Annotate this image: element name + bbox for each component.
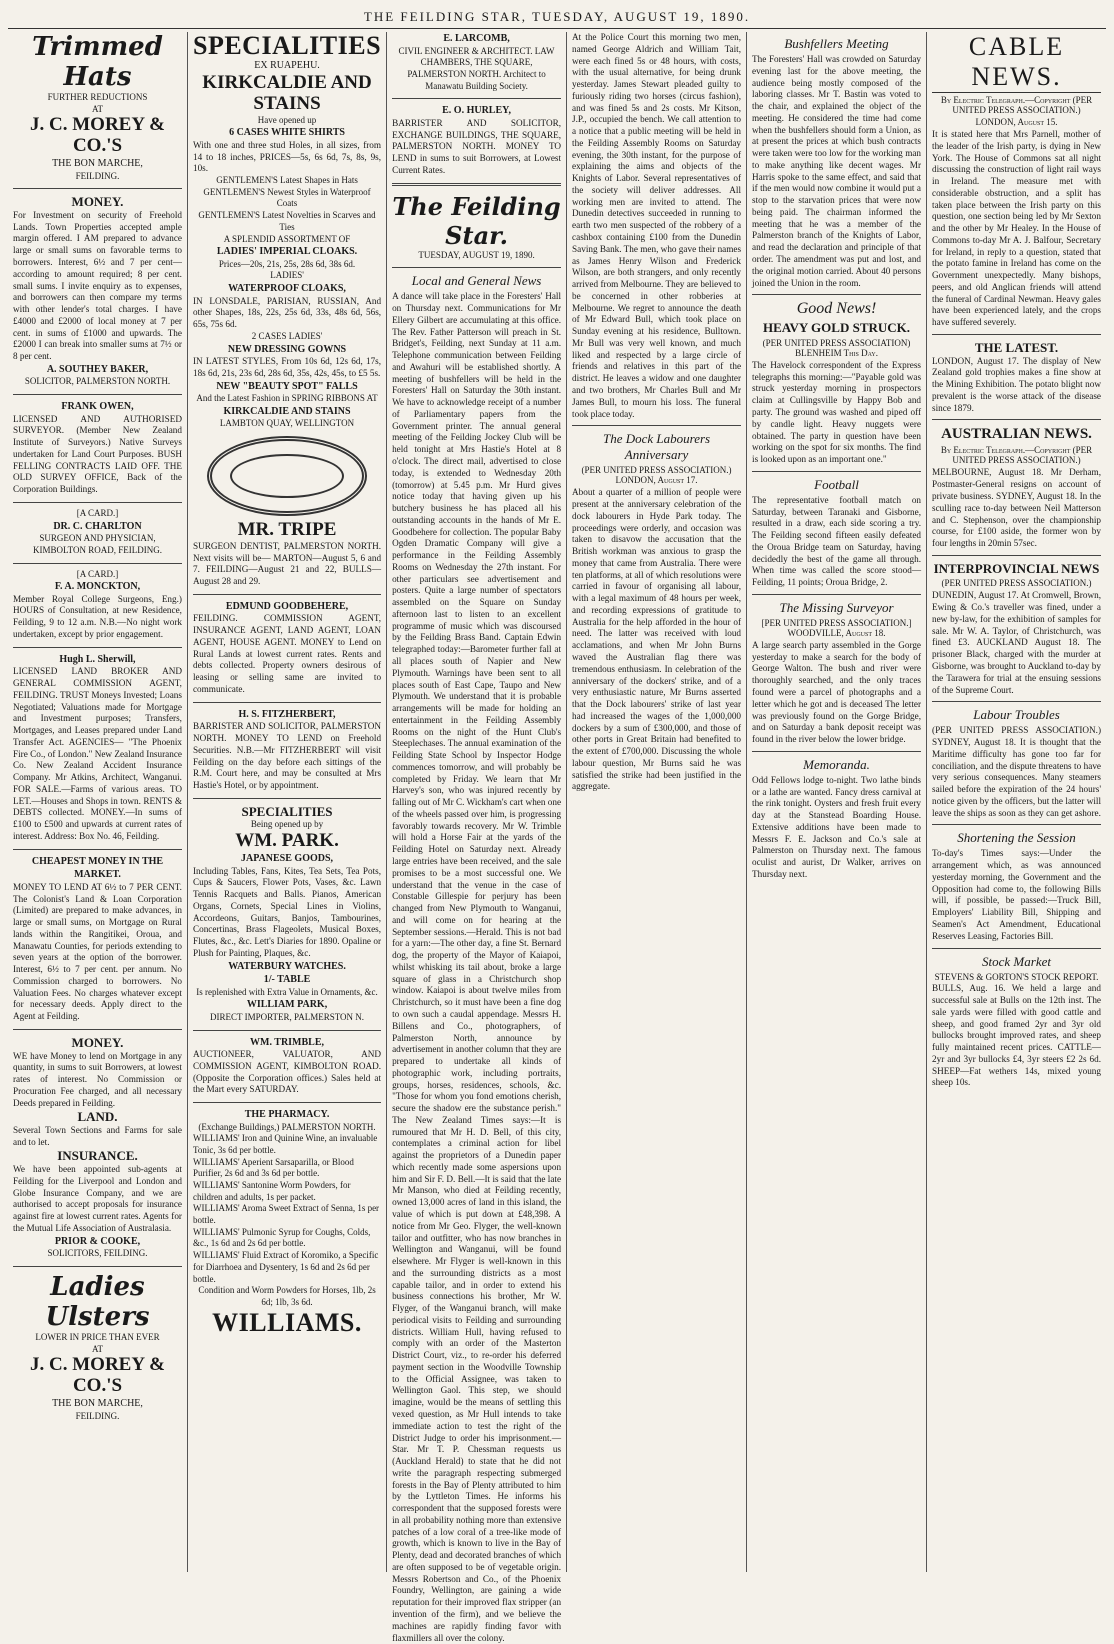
trimmed-hats-ad (13, 32, 182, 182)
article-body: About a quarter of a million of people were present at the anniversary celebration of the dock labourers in Hyde Park today. The proceedings were orderly, and occasion was taken to disavow the accusation that the British workman was anxious to grasp the money that came from Australia. There were ten platforms, at all of which resolutions were carried in favour of organising all labour, with a legal maximum of 48 hours per week, and recording expressions of gratitude to Australia for the help afforded in the hour of need. The latter was received with loud acclamations, and when Mr John Burns waved the Australian flag there was tremendous enthusiasm. In celebration of the anniversary of the dockers' strike, and of a very enthusiastic nature, Mr Burns asserted that the Dock labourers' strike of last year had increased the wages of the 1,000,000 dockers by a sum of £300,000, and those of other ports in Great Britain had benefited to the extent of £700,000. Discussing the whole labour question, Mr Burns said he was satisfied the strike had been justified in the aggregate. (572, 487, 742, 792)
ad-store-name: WM. PARK. (235, 830, 339, 852)
ad-headline: SPECIALITIES (192, 31, 382, 60)
decorative-oval-emblem (207, 436, 367, 516)
article-body: BULLS, Aug. 16. We held a large and successful sale at Bulls on the 12th inst. The sale yards were filled with good cattle and sheep, and good framed 2yr and 3yr old bullocks brought improved rates, and sheep fully maintained recent prices. CATTLE—2yr and 3yr bullocks £4, 3yr steers £2 2s 6d. SHEEP—Fat wethers 14s, mixed young sheep 10s. (932, 983, 1101, 1088)
ad-town: FEILDING. (75, 170, 120, 181)
list-item: WILLIAMS' Santonine Worm Powders, for children and adults, 1s per packet. (192, 1180, 351, 1202)
column-4 (567, 32, 747, 1572)
ad-name: F. A. MONCKTON, (54, 581, 141, 593)
oval-inner-ring (230, 454, 344, 498)
columns (8, 31, 1106, 1643)
ad-store-name: J. C. MOREY & CO.'S (30, 114, 165, 157)
ad-name: WM. TRIMBLE, (250, 1036, 325, 1048)
section-heading: Local and General News (411, 273, 542, 289)
ad-store-sub: THE BON MARCHE, (52, 1398, 143, 1409)
ad-subtitle: FURTHER REDUCTIONS (47, 92, 148, 102)
ad-body: WE have Money to lend on Mortgage in any quantity, in sums to suit Borrowers, at lowest rates of interest. No Commission or Procuration Fee charged, and all necessary Deeds prepared in Feilding. (13, 1050, 182, 1108)
masthead-dateline: THE FEILDING STAR, TUESDAY, AUGUST 19, 1890. (363, 9, 751, 24)
charlton-card (13, 508, 182, 557)
prior-cooke-ad (13, 1035, 182, 1260)
ad-body: Member Royal College Surgeons, Eng.) HOURS of Consultation, at new Residence, Feilding, 9 to 12 a.m. N.B.—No night work undertaken, except by prior engagement. (13, 593, 182, 639)
ad-body: IN LATEST STYLES, From 10s 6d, 12s 6d, 17s, 18s 6d, 21s, 23s 6d, 28s 6d, 35s, 42s, 45s, to £5 5s. (192, 356, 382, 378)
ad-body: For Investment on security of Freehold Lands. Town Properties accepted ample margin offered. I AM prepared to advance large or small sums on favorable terms to borrowers. Interest, 6½ and 7 per cent—according to amount required; 8 per cent. small sums. I invite enquiry as to expenses, and borrowers can then compare my terms with other lender's total charges. I have £4000 and £2000 of local money at 7 per cent. in sums of £1000 and upwards. The £2000 I can break into smaller sums at 7½ or 8 per cent. (13, 209, 182, 362)
cheapest-money-ad (13, 855, 182, 1023)
ad-body: Is replenished with Extra Value in Ornaments, &c. (196, 986, 378, 997)
ad-body: And the Latest Fashion in SPRING RIBBONS AT (196, 393, 378, 404)
ad-body: LICENSED LAND BROKER AND GENERAL COMMISSION AGENT, FEILDING. TRUST Moneys Invested; Loans Negotiated; Valuations made for Mortgage and Investment purposes; Transfers, Mortgages, and Leases prepared under Land Transfer Act. AGENCIES— "The Phoenix Fire Co., of London." New Zealand Insurance Co. New Zealand Accident Insurance Company. Mr Atkins, Architect, Wanganui. FOR SALE.—Farms of various areas. TO LET.—Houses and Shops in town. RENTS & DEBTS collected. MONEY.—In sums of £100 to £500 and upwards at current rates of interest. Address: Box No. 46, Feilding. (13, 666, 182, 841)
ad-store-sub: THE BON MARCHE, (52, 158, 143, 170)
article-body: The Foresters' Hall was crowded on Saturday evening last for the above meeting, the audience being mostly composed of the laboring classes. Mr T. Bastin was voted to the chair, and explained the object of the meeting. He considered the time had come when the bushfellers should form a Union, as at present the prices at which bush contracts were taken were too low for the working man to make anything like decent wages. Mr Harris spoke to the same effect, and said that if the men would now combine it would put a stop to the starvation prices that were now being paid. The chairman informed the meeting that he was a member of the Palmerston branch of the Knights of Labor, and read the declaration and principle of that order. The amendment was put and lost, and the original motion carried. About 40 persons joined the Union in the room. (752, 54, 922, 288)
ad-item: GENTLEMEN'S Latest Shapes in Hats (216, 175, 358, 186)
article-dateline: LONDON, August 15. (975, 117, 1058, 127)
article-dateline: (PER UNITED PRESS ASSOCIATION) BLENHEIM This Day. (762, 337, 911, 358)
article-body: At the Police Court this morning two men, named George Aldrich and William Tait, were each fined 5s or 48 hours, with costs, with the usual alternative, for being drunk yesterday. James Stewart pleaded guilty to furiously riding two horses (circus fashion), and was fined 5s and 2s costs. Mr Kitson, J.P., occupied the bench. We call attention to a notice that a public meeting will be held in the Feilding Assembly Rooms on Saturday evening, the 30th instant, for the purpose of explaining the aims and objects of the Knights of Labor. Several representatives of the society will deliver addresses. All working men are invited to attend. The Dunedin detectives succeeded in running to earth two men suspected of the robbery of a cashbox containing £100 from the Dunedin Saving Bank. The men, who gave their names as James Henry Wilson and Frederick Wilson, are both strangers, and only recently arrived from Melbourne. They are believed to be concerned in other robberies at Melbourne. We regret to announce the death of Mr Edward Bull, which took place on Sunday evening at his residence, Bulltown. Mr Bull was very well known, and much liked and respected by a large circle of friends and relatives in this part of the district. He leaves a widow and one daughter and two brothers, Mr Charles Bull and Mr James Bull, to mourn his loss. The funeral took place today. (572, 32, 742, 419)
column-5 (747, 32, 927, 1572)
article-body: DUNEDIN, August 17. At Cromwell, Brown, Ewing & Co.'s traveller was fined, under a new by-law, for the exhibition of samples for sale. Mr W. A. Taylor, of Christchurch, was fined £3. AUCKLAND August 18. The prisoner Black, charged with the murder at Gisborne, was brought to Auckland to-day by the Tarawera for trial at the ensuing sessions of the Supreme Court. (932, 590, 1101, 695)
article-heading: Memoranda. (803, 756, 870, 772)
money-ad (13, 194, 182, 388)
column-1 (8, 32, 188, 1572)
ad-name: MR. TRIPE (237, 518, 337, 540)
hurley-ad (392, 104, 561, 176)
ad-item: GENTLEMEN'S Latest Novelties in Scarves and Ties (198, 210, 376, 232)
ad-name: A. SOUTHEY BAKER, (46, 363, 149, 375)
article-dateline: By Electric Telegraph.—Copyright (PER UNITED PRESS ASSOCIATION.) (940, 95, 1093, 115)
ad-store-name: J. C. MOREY & CO.'S (30, 1354, 165, 1397)
article-body: The representative football match on Saturday, between Taranaki and Gisborne, resulted in a draw, each side scoring a try. The Feilding second fifteen easily defeated the Oroua Bridge team on Saturday, having decidedly the best of the game all through. When time was called the score stood—Feilding, 11 points; Oroua Bridge, 2. (752, 494, 922, 588)
article-body: A dance will take place in the Foresters' Hall on Thursday next. Communications for Mr Ellery Gilbert are accumulating at this office. The Rev. Father Patterson will preach in St. Bridget's, Feilding, next Sunday at 11 a.m. Telephone communication between Feilding and Awahuri will be established shortly. A meeting of bushfellers will be held in the Foresters' Hall on Saturday the 30th instant. We have to acknowledge receipt of a number of Parliamentary papers from the Government printer. The annual general meeting of the Feilding Jockey Club will be held tonight at Mrs Hastie's Hotel at 8 o'clock. The direct mail, advertised to close today, is extended to Wednesday 20th (tomorrow) at 5.45 p.m. Mr Hurd gives notice today that having given up his butchery business he has placed all his outstanding accounts in the hands of Mr E. Goodbehere for collection. The popular Baby Ogden Dramatic Company will give a performance in the Feilding Assembly Rooms on Wednesday the 27th instant. For other particulars see advertisement and posters. Quite a large number of spectators assembled on the Square on Sunday afternoon last to listen to an excellent programme of music which was discoursed by the Feilding Brass Band. Captain Edwin telegraphed today:—Barometer further fall at all places south of Napier and New Plymouth. Warnings have been sent to all places south of East Cape, Taupo and New Plymouth. We understand that it is probable arrangements will be made for holding an entertainment in the Feilding Assembly Rooms on the night of the Hunt Club's Steeplechases. The annual examination of the Feilding State School by Inspector Hodge commences tomorrow, and will probably be completed by Friday. We learn that Mr Harvey's son, who was injured recently by falling out of Mr C. Wickham's cart when one of the wheels passed over him, is progressing favorably towards recovery. Mr W. Trimble will hold a Horse Fair at the yards of the Feilding Hotel on Saturday next. Already large entries have been received, and the sale promises to be a most successful one. We understand that the venue in the case of Constable Gillespie for perjury has been changed from New Plymouth to Wanganui, and will come on for hearing at the September sessions.—Herald. This is not bad for a yarn:—The other day, a fine St. Bernard dog, the property of the Mayor of Kaiapoi, whilst whisking its tail about, broke a large square of glass in a Christchurch shop window. Kaiapoi is about twelve miles from Christchurch, so it must have been a fine dog to own such a caudal appendage. Messrs H. Billens and Co., photographers, of Palmerston North, announce by advertisement in another column that they are prepared to undertake all kinds of photographic work, including portraits, groups, horses, residences, schools, &c. "Those for whom you fond emotions cherish, secure the shadow ere the substance perish." The New Zealand Times says:—It is rumoured that Mr H. D. Bell, of this city, contemplates a criminal action for libel against the proprietors of a Dunedin paper which recently made some aspersions upon him and Sir F. D. Bell.—It is said that the late Mr Manson, who died at Feilding recently, owned 13,000 acres of land in this island, the value of which is put down at £48,398. A notice from Mr Geo. Flyger, the well-known tailor and outfitter, who has now branches in Wellington and Wanganui, will be found elsewhere. Mr Flyger is well-known in this and the surrounding districts as a most capable tailor, and in order to extend his business connections his brother, Mr W. Flyger, of the Wanganui branch, will make periodical visits to Feilding and surrounding districts. William Hull, having refused to comply with an order of the Masterton District Court, viz., to re-order his deferred payment section in the Woodville Township to the Official Assignee, was taken to Wellington Gaol. This step, we should imagine, would be the means of settling this vexed question, as Mr Hull intends to take immediate action to test the right of the District Judge to order his imprisonment.—Star. Mr T. P. Chessman requests us (Auckland Herald) to state that he did not write the paragraph respecting submerged forests in the Bay of Plenty attributed to him by the Lyttleton Times. He informs his correspondent that the supposed forests were in all probability nothing more than extensive patches of a low coral of a tree-like mode of growth, which is known to live in the Bay of Plenty, dead and decorated branches of which are often supposed to be of vegetable origin. Messrs Robertson and Co., of the Phoenix Foundry, Wellington, are gaining a wide reputation for their improved flax stripper (an invention of the firm), and we believe the machines are rapidly finding favor with flaxmillers all over the colony. (392, 291, 562, 1643)
ad-body: With one and three stud Holes, in all sizes, from 14 to 18 inches, PRICES—5s, 6s 6d, 7s, 8s, 9s, 10s. (192, 139, 382, 174)
article-heading: The Dock Labourers Anniversary (602, 431, 711, 463)
ad-body: LICENSED AND AUTHORISED SURVEYOR. (Member New Zealand Institute of Surveyors.) Native Surveys undertaken for Land Court Purposes. BUSH FELLING CONTRACTS LAID OFF. THE OLD SURVEY OFFICE, Back of the Corporation Buildings. (13, 413, 182, 495)
ad-subtitle: LOWER IN PRICE THAN EVER (35, 1331, 160, 1342)
ad-item: NEW "BEAUTY SPOT" FALLS (216, 380, 358, 392)
ad-name: WILLIAM PARK, (246, 999, 328, 1011)
ad-headline: MONEY. (71, 194, 124, 210)
ad-name: DR. C. CHARLTON (53, 520, 142, 532)
ladies-ulsters-ad (13, 1272, 182, 1422)
trimble-ad (193, 1036, 381, 1097)
ad-sub: Being opened up by (250, 819, 324, 830)
ad-headline: SPECIALITIES (241, 803, 333, 819)
ad-body: IN LONSDALE, PARISIAN, RUSSIAN, And other Shapes, 18s, 22s, 25s 6d, 33s, 48s 6d, 56s, 65s, 75s 6d. (192, 295, 382, 330)
ad-headline: LAND. (77, 1109, 118, 1125)
article-body: MELBOURNE, August 18. Mr Derham, Postmaster-General resigns on account of private business. SYDNEY, August 18. In the sculling race to-day between Neil Matterson and C. Stephenson, over the championship course, for £100 aside, the former won by four lengths in 20min 57sec. (932, 467, 1101, 549)
article-dateline: [PER UNITED PRESS ASSOCIATION.] WOODVILLE, August 18. (761, 617, 912, 638)
ad-sub: LAMBTON QUAY, WELLINGTON (219, 418, 355, 429)
column-6 (927, 32, 1106, 1572)
article-dateline: (PER UNITED PRESS ASSOCIATION.) (941, 578, 1092, 589)
ad-store-name: WILLIAMS. (212, 1307, 362, 1337)
article-body: The Havelock correspondent of the Express telegraphs this morning:—"Payable gold was struck yesterday morning in prospectors claim at Cullingsville by Happy Bob and party. The ground was washed and piped off by candle light. Heavy nuggets were obtained. The party in question have been working on the spot for six months. The find is looked upon as an important one." (752, 359, 922, 465)
ad-headline: Ladies Ulsters (45, 1271, 150, 1332)
ad-headline: INSURANCE. (57, 1148, 138, 1164)
article-heading: Bushfellers Meeting (784, 36, 889, 51)
star-masthead (392, 192, 561, 262)
list-item: WILLIAMS' Aroma Sweet Extract of Senna, 1s per bottle. (192, 1203, 380, 1226)
surveyor-ad (13, 400, 182, 496)
article-heading: Labour Troubles (973, 707, 1060, 723)
specialities-ad (193, 32, 381, 430)
fitzherbert-ad (193, 708, 381, 792)
ad-item: LADIES' IMPERIAL CLOAKS. (216, 246, 358, 258)
article-body: LONDON, August 17. The display of New Zealand gold trophies makes a fine show at the Mining Exhibition. The potato blight now prevalent is the worse attack of the disease since 1879. (932, 355, 1101, 413)
article-heading: INTERPROVINCIAL NEWS (933, 560, 1100, 576)
article-dateline: (PER UNITED PRESS ASSOCIATION.) LONDON, August 17. (581, 465, 732, 486)
article-dateline: By Electric Telegraph.—Copyright (PER UNITED PRESS ASSOCIATION.) (940, 445, 1093, 466)
ad-name: FRANK OWEN, (61, 401, 134, 413)
ad-name: Hugh L. Sherwill, (59, 653, 136, 665)
ad-body: We have been appointed sub-agents at Feilding for the Liverpool and London and Globe Insurance Company, and we are authorised to accept proposals for insurance against fire at lowest current rates. Agents for the Mutual Life Association of Australasia. (13, 1164, 182, 1233)
ad-at: AT (91, 103, 103, 114)
ad-body: SURGEON AND PHYSICIAN, KIMBOLTON ROAD, FEILDING. (32, 533, 162, 555)
ad-item: WATERPROOF CLOAKS, (228, 283, 346, 295)
article-subheading: HEAVY GOLD STRUCK. (763, 320, 911, 336)
pharmacy-ad (193, 1108, 381, 1336)
list-item: WILLIAMS' Iron and Quinine Wine, an invaluable Tonic, 3s 6d per bottle. (192, 1133, 378, 1155)
ad-name: E. O. HURLEY, (442, 105, 511, 117)
ad-sub: (Exchange Buildings,) PALMERSTON NORTH. (198, 1121, 376, 1132)
ad-sub: DIRECT IMPORTER, PALMERSTON N. (209, 1011, 365, 1022)
masthead (8, 6, 1106, 29)
ad-footnote: Condition and Worm Powders for Horses, 1lb, 2s 6d; 1lb, 3s 6d. (198, 1285, 376, 1307)
ad-body: BARRISTER AND SOLICITOR, EXCHANGE BUILDINGS, THE SQUARE, PALMERSTON NORTH. MONEY TO LEND in sums to suit Borrowers, at Lowest Current Rates. (392, 117, 562, 175)
larcomb-ad (392, 32, 561, 92)
paper-date: TUESDAY, AUGUST 19, 1890. (418, 249, 535, 260)
monckton-card (13, 569, 182, 641)
ad-sub: SOLICITORS, FEILDING. (47, 1248, 148, 1259)
ad-item: 1/- TABLE (263, 974, 311, 986)
article-heading: Stock Market (982, 953, 1051, 969)
article-body: To-day's Times says:—Under the arrangement which, as was announced yesterday morning, the Government and the Opposition had come to, the following Bills will, if possible, be passed:—Truck Bill, Employers' Liability Bill, Shipping and Seamen's Act Amendment, Educational Reserves Leasing, Factories Bill. (932, 848, 1101, 941)
ad-name: EDMUND GOODBEHERE, (225, 600, 349, 612)
ad-body: Including Tables, Fans, Kites, Tea Sets, Tea Pots, Cups & Saucers, Flower Pots, Vases, &c. Lawn Tennis Racquets and Balls. Pianos, American Organs, Cornets, Special Lines in Violins, Accordeons, Guitars, Banjos, Tambourines, Concertinas, Brass Flageolets, Musical Boxes, Flutes, &c., &c. Lett's Diaries for 1890. Opaline or Plush for Painting, Plaques, &c. (192, 865, 382, 958)
article-body: It is stated here that Mrs Parnell, mother of the leader of the Irish party, is dying in New York. The House of Commons sat all night discussing the construction of light rail ways in Ireland. The measure met with considerable obstruction, and a split has taken place between the Irish party on this question, one section being led by Mr Sexton and the other by Mr Healey. In the House of Commons to-day Mr A. J. Balfour, Secretary for Ireland, in reply to a question, stated that the potato famine in Ireland has come on the Government unexpectedly. Many bishops, peers, and old Anglican friends will attend the funeral of Cardinal Newman. Heavy gales have been experienced lately, and the crops have suffered severely. (932, 129, 1101, 328)
ad-store-name: KIRKCALDIE AND STAINS (202, 71, 372, 114)
ad-body: CIVIL ENGINEER & ARCHITECT. LAW CHAMBERS, THE SQUARE, PALMERSTON NORTH. Architect to Manawatu Building Society. (398, 45, 555, 91)
ad-headline: THE PHARMACY. (244, 1109, 330, 1121)
article-subheading: STEVENS & GORTON'S STOCK REPORT. (934, 971, 1099, 982)
paper-title: The Feilding Star. (392, 191, 561, 250)
ad-body: Several Town Sections and Farms for sale and to let. (13, 1124, 182, 1147)
card-label: [A CARD.] (76, 507, 119, 518)
column-3 (387, 32, 567, 1643)
ad-name: H. S. FITZHERBERT, (238, 708, 336, 720)
section-heading: CABLE NEWS. (932, 32, 1101, 93)
ad-body: Prices—20s, 21s, 25s, 28s 6d, 38s 6d. (218, 258, 356, 269)
park-ad (193, 804, 381, 1024)
card-label: [A CARD.] (76, 568, 119, 579)
ad-item: WATERBURY WATCHES. (228, 960, 346, 972)
ad-headline: CHEAPEST MONEY IN THE MARKET. (31, 855, 164, 881)
article-heading: THE LATEST. (974, 340, 1059, 356)
ad-item: A SPLENDID ASSORTMENT OF (223, 233, 351, 244)
ad-body: AUCTIONEER, VALUATOR, AND COMMISSION AGENT, KIMBOLTON ROAD. (Opposite the Corporation offices.) Sales held at the Mart every SATURDAY. (192, 1049, 382, 1095)
list-item: WILLIAMS' Fluid Extract of Koromiko, a Specific for Diarrhoea and Dysentery, 1s 6d and 2s 6d per bottle. (192, 1250, 379, 1284)
dentist-ad (193, 520, 381, 588)
ad-item: 6 CASES WHITE SHIRTS (229, 127, 345, 139)
article-body: (PER UNITED PRESS ASSOCIATION.) SYDNEY, August 18. It is thought that the Maritime difficulty has gone too far for conciliation, and the dispute threatens to have very serious consequences. Many steamers sailed before the expiration of the 24 hours' notice given by the officers, but the latter will leave the ships as soon as they can get ashore. (932, 725, 1101, 818)
ad-sub: Have opened up (257, 114, 317, 125)
list-item: WILLIAMS' Aperient Sarsaparilla, or Blood Purifier, 2s 6d and 3s 6d per bottle. (192, 1156, 354, 1179)
ad-headline: Trimmed Hats (32, 32, 163, 92)
ad-at: AT (91, 1343, 103, 1354)
remedy-list (193, 1133, 381, 1285)
ad-name: PRIOR & COOKE, (54, 1235, 141, 1247)
ad-town: FEILDING. (75, 1410, 120, 1421)
ad-item: 2 CASES LADIES' (251, 330, 323, 341)
article-body: Odd Fellows lodge to-night. Two lathe binds or a lathe are wanted. Fancy dress carnival at the rink tonight. Oysters and fresh fruit every day at the Stanstead Boarding House. Extensive additions have been made to Messrs F. E. Jackson and Co.'s sale at Palmerston on Thursday next. The famous oculist and aurist, Dr Walker, arrives on Thursday next. (752, 774, 922, 879)
ad-body: SURGEON DENTIST, PALMERSTON NORTH. Next visits will be— MARTON—August 5, 6 and 7. FEILDING—August 21 and 22, BULLS—August 28 and 29. (192, 540, 382, 587)
ad-body: BARRISTER AND SOLICITOR, PALMERSTON NORTH. MONEY TO LEND on Freehold Securities. N.B.—Mr FITZHERBERT will visit Feilding on the day before each sittings of the R.M. Court here, and may be consulted at Mrs Hastie's Hotel, or by appointment. (192, 721, 382, 791)
article-body: A large search party assembled in the Gorge yesterday to make a search for the body of George Walton. The bush and river were thoroughly searched, and the only traces found were a parcel of photographs and a letter which he got and is deceased The letter was previously found on the Gorge Bridge, and on Saturday a bank deposit receipt was found in the river below the lower bridge. (752, 639, 922, 745)
ad-item: LADIES' (270, 270, 304, 281)
article-heading: Football (814, 476, 859, 492)
column-2 (188, 32, 387, 1572)
ad-sub: SOLICITOR, PALMERSTON NORTH. (24, 376, 171, 387)
ad-item: GENTLEMEN'S Newest Styles in Waterproof Coats (203, 186, 371, 209)
article-heading: Shortening the Session (957, 830, 1076, 846)
ad-name: E. LARCOMB, (443, 33, 510, 44)
ad-headline: MONEY. (71, 1034, 124, 1050)
sherwill-ad (13, 653, 182, 843)
article-heading: AUSTRALIAN NEWS. (941, 426, 1092, 443)
ad-body: FEILDING. COMMISSION AGENT, INSURANCE AGENT, LAND AGENT, LOAN AGENT, HOUSE AGENT. MONEY to Lend on Rural Lands at lowest current rates. Rents and debts collected. Property owners desirous of leasing or selling same are invited to communicate. (192, 613, 382, 694)
article-heading: Good News! (796, 300, 877, 318)
ad-store-name: KIRKCALDIE AND STAINS (223, 405, 351, 417)
ad-sub: EX RUAPEHU. (254, 60, 320, 72)
article-heading: The Missing Surveyor (779, 599, 894, 615)
ad-item: NEW DRESSING GOWNS (227, 343, 347, 355)
ad-item: JAPANESE GOODS, (240, 853, 334, 865)
goodbehere-ad (193, 600, 381, 696)
ad-body: MONEY TO LEND AT 6½ to 7 PER CENT. The Colonist's Land & Loan Corporation (Limited) are prepared to make advances, in large or small sums, on Mortgage on Rural lands within the Rangitikei, Oroua, and Manawatu Counties, for periods extending to seven years at the option of the borrower. Interest, 6½ to 7 per cent. per annum. No Commission charged to borrowers. No Valuation Fees. No charges whatever except for necessary deeds. Apply direct to the Agent at Feilding. (13, 881, 182, 1022)
list-item: WILLIAMS' Pulmonic Syrup for Coughs, Colds, &c., 1s 6d and 2s 6d per bottle. (192, 1226, 371, 1249)
